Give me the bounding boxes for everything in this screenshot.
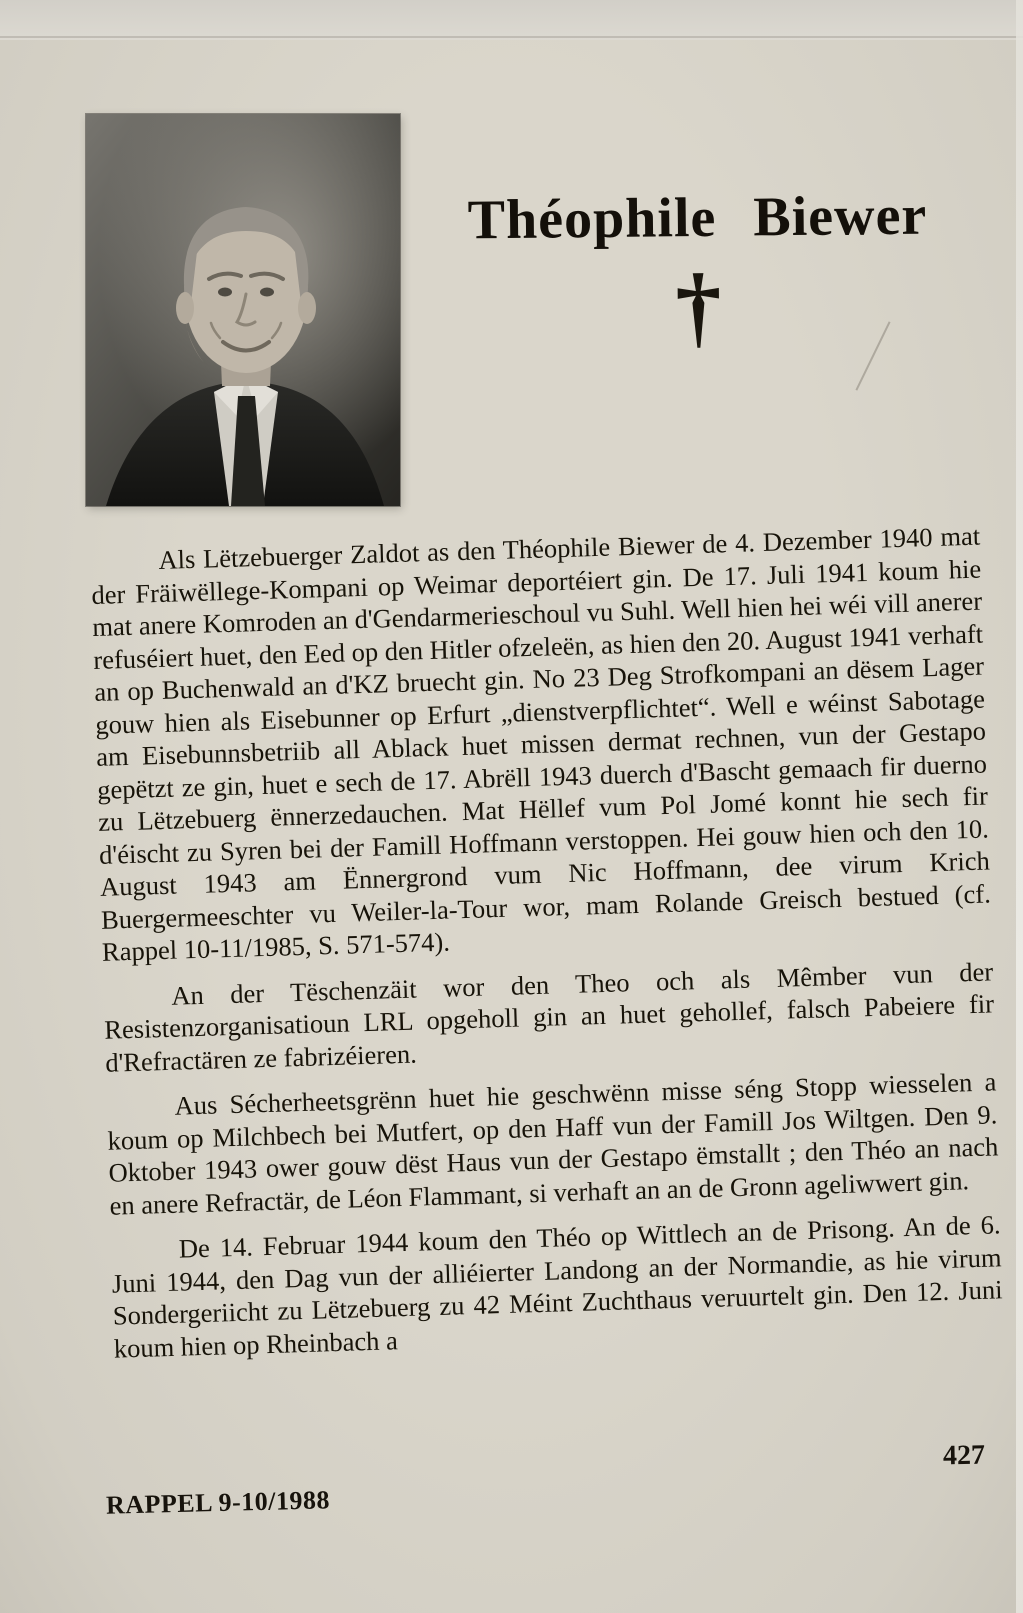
body-paragraph-3: Aus Sécherheetsgrënn huet hie geschwënn misse séng Stopp wiesselen a koum op Milchbech bei Mutfert, op den Haff vun der Famill Jos Wiltgen. Den 9. Oktober 1943 ower gouw dëst Haus vun der Gestapo ëmstallt ; den Théo an nach en anere Refractär, de Léon Flammant, si verhaft an an de Gronn ageliwwert gin. [107, 1066, 999, 1221]
scan-top-edge [0, 0, 1023, 40]
page-title: Théophile Biewer [467, 184, 928, 252]
body-paragraph-2: An der Tëschenzäit wor den Theo och als Mêmber vun der Resistenzorganisatioun LRL opgeholl gin an huet gehollef, falsch Pabeiere fir d'Refractären ze fabrizéieren. [103, 955, 995, 1078]
portrait-photo [86, 114, 400, 506]
portrait-photo-graphic [86, 114, 400, 506]
title-block [401, 183, 995, 358]
scan-seam-line [0, 36, 1023, 38]
scan-right-edge [1016, 0, 1023, 1613]
page-number: 427 [942, 1439, 986, 1472]
article-body [90, 520, 1004, 1378]
journal-footer: RAPPEL 9-10/1988 [105, 1485, 331, 1520]
cross-symbol: † [674, 254, 722, 358]
body-paragraph-4: De 14. Februar 1944 koum den Théo op Wittlech an de Prisong. An de 6. Juni 1944, den Dag vun der alliéierter Landong an der Normandie, as hie virum Sondergeriicht zu Lëtzebuerg zu 42 Méint Zuchthaus veruurtelt gin. Den 12. Juni koum hien op Rheinbach a [111, 1209, 1003, 1364]
body-paragraph-1: Als Lëtzebuerger Zaldot as den Théophile Biewer de 4. Dezember 1940 mat der Fräiwëllege-Kompani op Weimar deportéiert gin. De 17. Juli 1941 koum hie mat anere Komroden an d'Gendarmerieschoul vu Suhl. Well hien hei wéi vill anerer refuséiert huet, den Eed op den Hitler ofzeleën, as hien den 20. August 1941 verhaft an op Buchenwald an d'KZ bruecht gin. No 23 Deg Strofkompani an dësem Lager gouw hien als Eisebunner op Erfurt „dienstverpflichtet“. Well e wéinst Sabotage am Eisebunnsbetriib all Ablack huet missen dermat rechnen, vun der Gestapo gepëtzt ze gin, huet e sech de 17. Abrëll 1943 duerch d'Bascht gemaach fir duerno zu Lëtzebuerg ënnerzedauchen. Mat Hëllef vum Pol Jomé konnt hie sech fir d'éischt zu Syren bei der Famill Hoffmann verstoppen. Hei gouw hien och den 10. August 1943 am Ënnergrond vum Nic Hoffmann, dee virum Krich Buergermeeschter vu Weiler-la-Tour wor, mam Rolande Greisch bestued (cf. Rappel 10-11/1985, S. 571-574). [90, 520, 992, 967]
